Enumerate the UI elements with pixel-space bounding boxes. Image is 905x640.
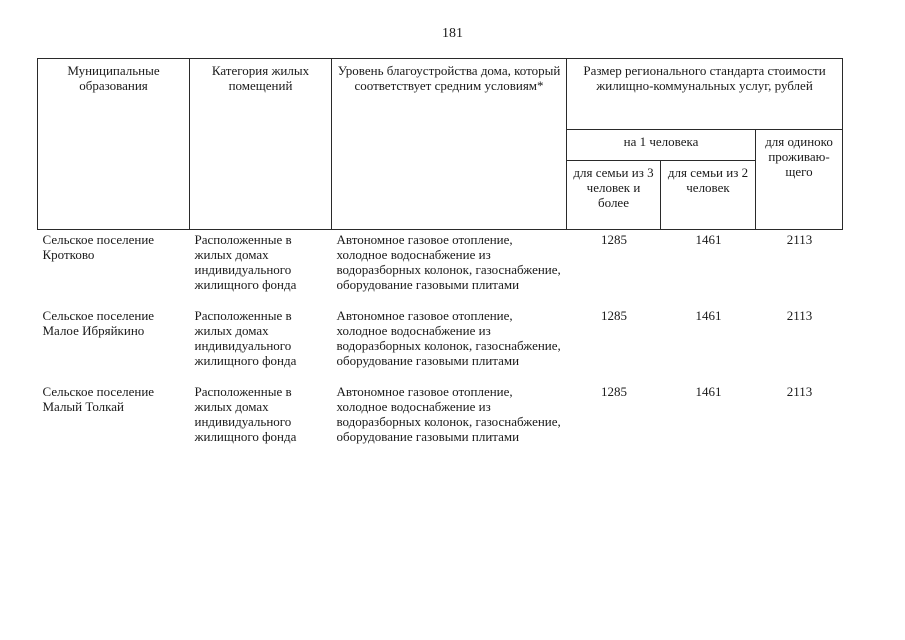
table-row <box>38 230 843 307</box>
cell-family-2: 1461 <box>695 384 722 399</box>
cell-family-3-plus: 1285 <box>601 308 627 323</box>
header-municipality: Муниципальные образования <box>38 59 190 230</box>
cell-comfort-level: Автономное газовое отопление, холодное водоснабжение из водоразборных колонок, газоснабжение, оборудование газовыми плитами <box>336 384 561 444</box>
cell-family-2: 1461 <box>695 308 722 323</box>
cell-single: 2113 <box>786 384 813 399</box>
header-single: для одиноко проживаю-щего <box>756 130 843 230</box>
cell-single: 2113 <box>786 308 813 323</box>
cell-category: Расположенные в жилых домах индивидуального жилищного фонда <box>194 384 297 444</box>
header-per-person: на 1 человека <box>567 130 756 161</box>
page-number: 181 <box>442 26 463 41</box>
cell-single: 2113 <box>786 232 813 247</box>
cell-category: Расположенные в жилых домах индивидуального жилищного фонда <box>194 308 297 368</box>
header-comfort-level: Уровень благоустройства дома, который соответствует средним условиям* <box>332 59 567 230</box>
cell-category: Расположенные в жилых домах индивидуального жилищного фонда <box>194 232 297 292</box>
table-header <box>38 59 843 230</box>
cell-municipality: Сельское поселение Малое Ибряйкино <box>42 308 155 338</box>
cell-municipality: Сельское поселение Кротково <box>42 232 155 262</box>
cell-family-3-plus: 1285 <box>601 384 627 399</box>
table-row <box>38 306 843 382</box>
cell-municipality: Сельское поселение Малый Толкай <box>42 384 155 414</box>
header-category: Категория жилых помещений <box>190 59 332 230</box>
table-row <box>38 382 843 458</box>
cell-comfort-level: Автономное газовое отопление, холодное водоснабжение из водоразборных колонок, газоснабжение, оборудование газовыми плитами <box>336 232 561 292</box>
header-family-3-plus: для семьи из 3 человек и более <box>567 161 661 230</box>
cell-family-3-plus: 1285 <box>601 232 627 247</box>
table-body <box>38 230 843 459</box>
header-family-2: для семьи из 2 человек <box>661 161 756 230</box>
cell-family-2: 1461 <box>695 232 722 247</box>
header-standard-size: Размер регионального стандарта стоимости жилищно-коммунальных услуг, рублей <box>567 59 843 130</box>
housing-cost-standard-table <box>37 58 843 458</box>
cell-comfort-level: Автономное газовое отопление, холодное водоснабжение из водоразборных колонок, газоснабжение, оборудование газовыми плитами <box>336 308 561 368</box>
